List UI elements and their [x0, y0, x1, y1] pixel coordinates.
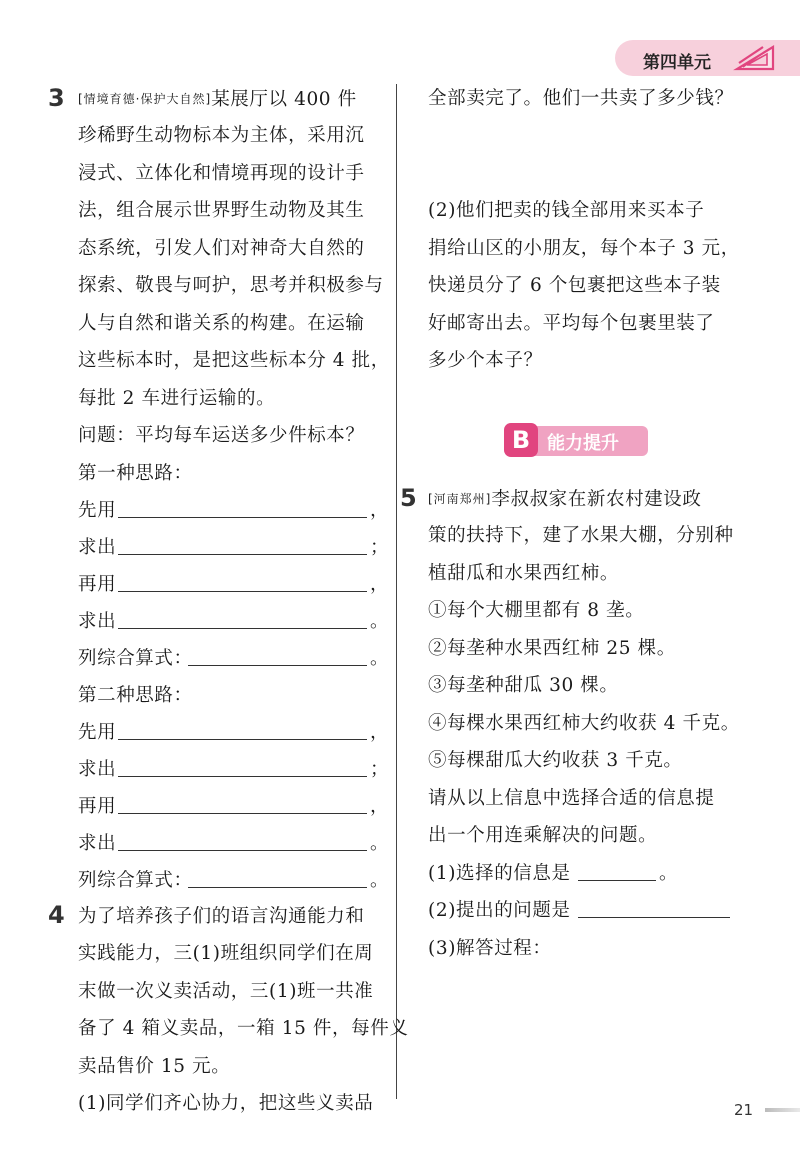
q5-prompt-2: 出一个用连乘解决的问题。	[428, 825, 658, 846]
q3-m1-label-5: 列综合算式：	[78, 648, 193, 669]
q3-m1-answer-blank-2[interactable]	[118, 554, 367, 555]
q4-line-3: 末做一次义卖活动，三(1)班一共准	[78, 981, 374, 1002]
q5-sub1-answer-blank[interactable]	[578, 880, 656, 881]
q3-m2-label-1: 先用	[78, 722, 117, 743]
q3-method1-title: 第一种思路：	[78, 463, 193, 484]
q3-line-8: 这些标本时，是把这些标本分 4 批，	[78, 350, 390, 371]
q3-line-2: 珍稀野生动物标本为主体，采用沉	[78, 125, 365, 146]
column-divider	[396, 84, 397, 1099]
q3-m1-answer-blank-5[interactable]	[188, 665, 367, 666]
q3-m2-answer-blank-5[interactable]	[188, 887, 367, 888]
q5-line-3: 植甜瓜和水果西红柿。	[428, 563, 620, 584]
q3-m2-label-2: 求出	[78, 759, 117, 780]
q4-part2-line-5: 多少个本子？	[428, 350, 543, 371]
section-badge-ability	[505, 426, 648, 456]
q4-part2-line-4: 好邮寄出去。平均每个包裹里装了	[428, 313, 715, 334]
q3-m2-end-2: ；	[370, 759, 389, 780]
q3-m2-answer-blank-2[interactable]	[118, 776, 367, 777]
unit-title: 第四单元	[643, 53, 711, 73]
q5-sub3-label: (3)解答过程：	[428, 938, 552, 959]
q3-m1-label-3: 再用	[78, 574, 117, 595]
q5-info-2: ②每垄种水果西红柿 25 棵。	[428, 638, 676, 659]
q3-tag: [情境育德·保护大自然]	[78, 92, 212, 106]
q3-line-9: 每批 2 车进行运输的。	[78, 388, 276, 409]
q3-m1-end-2: ；	[370, 537, 389, 558]
q4-line-2: 实践能力，三(1)班组织同学们在周	[78, 943, 374, 964]
q3-m2-label-4: 求出	[78, 833, 117, 854]
q4-line-5: 卖品售价 15 元。	[78, 1056, 231, 1077]
q3-m1-answer-blank-1[interactable]	[118, 517, 367, 518]
section-title: 能力提升	[547, 433, 619, 454]
q3-m1-end-4: 。	[370, 611, 389, 632]
q3-m1-end-5: 。	[370, 648, 389, 669]
q5-info-5: ⑤每棵甜瓜大约收获 3 千克。	[428, 750, 683, 771]
question-4-number: 4	[48, 901, 65, 929]
q4-line-4: 备了 4 箱义卖品，一箱 15 件，每件义	[78, 1018, 409, 1039]
q3-m2-end-3: ，	[370, 796, 389, 817]
question-3-number: 3	[48, 84, 65, 112]
q4-part2-line-1: (2)他们把卖的钱全部用来买本子	[428, 200, 705, 221]
q5-sub2-label: (2)提出的问题是	[428, 900, 571, 921]
q5-line-1	[428, 486, 701, 513]
q3-m1-answer-blank-3[interactable]	[118, 591, 367, 592]
q5-sub1-end: 。	[659, 863, 678, 884]
page-number: 21	[734, 1101, 754, 1119]
q3-m2-answer-blank-1[interactable]	[118, 739, 367, 740]
q3-m2-end-5: 。	[370, 870, 389, 891]
q5-line-2: 策的扶持下，建了水果大棚，分别种	[428, 525, 734, 546]
q5-info-3: ③每垄种甜瓜 30 棵。	[428, 675, 619, 696]
q5-sub1-label: (1)选择的信息是	[428, 863, 571, 884]
q3-m2-answer-blank-3[interactable]	[118, 813, 367, 814]
q5-sub2-answer-blank[interactable]	[578, 917, 730, 918]
section-letter: B	[504, 423, 538, 457]
q3-m2-label-3: 再用	[78, 796, 117, 817]
q3-m1-label-2: 求出	[78, 537, 117, 558]
q3-line-7: 人与自然和谐关系的构建。在运输	[78, 313, 365, 334]
q3-m2-answer-blank-4[interactable]	[118, 850, 367, 851]
q4-continuation: 全部卖完了。他们一共卖了多少钱？	[428, 88, 734, 109]
q3-text-1: 某展厅以 400 件	[211, 89, 357, 110]
question-5-number: 5	[400, 484, 417, 512]
page-bar-decoration	[765, 1108, 800, 1112]
triangle-ruler-icon	[733, 43, 777, 73]
q3-m1-end-3: ，	[370, 574, 389, 595]
q3-question: 问题：平均每车运送多少件标本？	[78, 425, 365, 446]
q3-line-6: 探索、敬畏与呵护，思考并积极参与	[78, 275, 384, 296]
q4-line-6: (1)同学们齐心协力，把这些义卖品	[78, 1093, 374, 1114]
unit-header-tab	[615, 40, 800, 76]
q3-m2-end-4: 。	[370, 833, 389, 854]
q5-prompt-1: 请从以上信息中选择合适的信息提	[428, 788, 715, 809]
q4-part2-line-2: 捐给山区的小朋友，每个本子 3 元，	[428, 238, 740, 259]
q3-m1-label-1: 先用	[78, 500, 117, 521]
q5-info-1: ①每个大棚里都有 8 垄。	[428, 600, 645, 621]
q3-m1-label-4: 求出	[78, 611, 117, 632]
q3-m2-end-1: ，	[370, 722, 389, 743]
q3-m1-end-1: ，	[370, 500, 389, 521]
q5-text-1: 李叔叔家在新农村建设政	[491, 489, 702, 510]
q4-line-1: 为了培养孩子们的语言沟通能力和	[78, 906, 365, 927]
q3-m2-label-5: 列综合算式：	[78, 870, 193, 891]
q4-part2-line-3: 快递员分了 6 个包裹把这些本子装	[428, 275, 721, 296]
q5-info-4: ④每棵水果西红柿大约收获 4 千克。	[428, 713, 740, 734]
q3-line-4: 法，组合展示世界野生动物及其生	[78, 200, 365, 221]
q3-method2-title: 第二种思路：	[78, 685, 193, 706]
q3-line-3: 浸式、立体化和情境再现的设计手	[78, 163, 365, 184]
q3-line-1	[78, 86, 357, 113]
q3-line-5: 态系统，引发人们对神奇大自然的	[78, 238, 365, 259]
q5-tag: [河南郑州]	[428, 492, 492, 506]
q3-m1-answer-blank-4[interactable]	[118, 628, 367, 629]
